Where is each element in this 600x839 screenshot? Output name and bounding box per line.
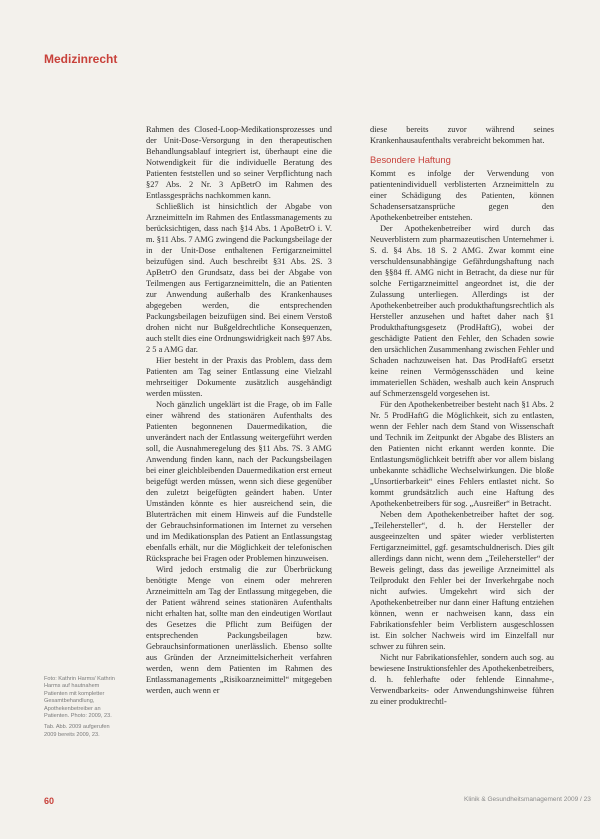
- body-paragraph: Noch gänzlich ungeklärt ist die Frage, ob im Falle einer während des stationären Aufenthalts des Patienten begonnenen Dauermedikation, die unverändert nach der Entlassung weitergeführt werden soll, die Ausnahmeregelung des §11 Abs. 7S. 3 AMG Anwendung finden kann, nach der Packungsbeilagen bei einer gleichbleibenden Dauermedikation erst erneut beigefügt werden müssen, wenn sich diese gegenüber den zuletzt beigefügten geändert haben. Unter Umständen könnte es hier ausreichend sein, die Bluterträchen mit einem Hinweis auf die Fundstelle der Gebrauchsinformationen im Internet zu versehen und im Medikationsplan des Patient an Entlassungstag ebenfalls erhält, nur die Möglichkeit der telefonischen Rücksprache bei Fragen oder Problemen hinzuweisen.: [146, 400, 332, 563]
- body-paragraph: Hier besteht in der Praxis das Problem, dass dem Patienten am Tag seiner Entlassung eine Vielzahl mehrseitiger Dokumente zusätzlich ausgehändigt werden müssten.: [146, 356, 332, 398]
- footnote: Tab. Abb. 2009 aufgerufen 2009 bereits 2009, 23.: [44, 724, 110, 738]
- body-paragraph: Neben dem Apothekenbetreiber haftet der sog. „Teilehersteller“, d. h. der Hersteller der ausgeeinzelten und später wieder verblisterten Fertigarzneimittel, ggf. gesamtschuldnerisch. Dies gilt allerdings dann nicht, wenn dem „Teilehersteller“ der Beweis gelingt, dass das jeweilige Arzneimittel als Teilprodukt den Fehler bei der Inverkehrgabe noch nicht aufwies. Umgekehrt wird sich der Apothekenbetreiber nur dann einer Haftung entziehen können, wenn er nachweisen kann, dass ein Fabrikationsfehler beim Verblistern ausgeschlossen ist. Ein solcher Nachweis wird im Einzelfall nur schwer zu führen sein.: [370, 510, 554, 651]
- body-paragraph: Nicht nur Fabrikationsfehler, sondern auch sog. au bewiesene Instruktionsfehler des Apothekenbetreibers, d. h. fehlerhafte oder fehlende Einnahme-, Verwendbarkeits- oder Anwendungshinweise führen zu einer produktrechtl-: [370, 653, 554, 706]
- footnote: Foto: Kathrin Harms/ Kathrin Harms auf hautnahem Patienten mit kompletter Gesamtbehandlung, Apothekenbetreiber an Patienten. Photo: 2009, 23.: [44, 676, 115, 720]
- section-heading: Besondere Haftung: [370, 154, 451, 165]
- body-paragraph: Rahmen des Closed-Loop-Medikationsprozesses und der Unit-Dose-Versorgung in den therapeutischen Behandlungsablauf integriert ist, überhaupt eine die Notwendigkeit für die individuelle Beratung des Patienten feststellen und so seiner Verpflichtung nach §27 Abs. 2 Nr. 3 ApBetrO im Rahmen des Entlassgesprächs nachkommen kann.: [146, 125, 332, 200]
- body-paragraph: Kommt es infolge der Verwendung von patientenindividuell verblisterten Arzneimitteln zu einer Schädigung des Patienten, können Schadensersatzansprüche gegen den Apothekenbetreiber entstehen.: [370, 169, 554, 222]
- section-label: Medizinrecht: [44, 52, 118, 66]
- left-column: [146, 124, 332, 696]
- body-paragraph: Der Apothekenbetreiber wird durch das Neuverblistern zum pharmazeutischen Unternehmer i. S. d. §4 Abs. 18 S. 2 AMG. Zwar kommt eine verschuldensunabhängige Gefährdungshaftung nach den §§84 ff. AMG nicht in Betracht, da diese nur für solche Fertigarzneimittel angeordnet ist, die der Zulassung unterliegen. Allerdings ist der Apothekenbetreiber auch produkthaftungsrechtlich als Hersteller anzusehen und haftet daher nach §1 Produkthaftungsgesetz (ProdHaftG), wobei der geschädigte Patient den Fehler, den Schaden sowie den ursächlichen Zusammenhang zwischen Fehler und Schaden nachzuweisen hat. Das ProdHaftG ersetzt keine reinen Vermögensschäden und keine immateriellen Schäden, weshalb auch kein Anspruch auf Schmerzensgeld vorgesehen ist.: [370, 224, 554, 398]
- body-paragraph: Schließlich ist hinsichtlich der Abgabe von Arzneimitteln im Rahmen des Entlassmanagements zu berücksichtigen, dass nach §14 Abs. 1 ApoBetrO i. V. m. §11 Abs. 7 AMG zwingend die Packungsbeilage der in der Unit-Dose enthaltenen Fertigarzneimittel beizufügen sind. Auch beschreibt §31 Abs. 2S. 3 ApBetrO den Grundsatz, dass bei der Abgabe von Teilmengen aus Fertigarzneimitteln, die an Patienten zur Anwendung außerhalb des Krankenhauses abgegeben werden, die entsprechenden Packungsbeilagen beizufügen sind. Bei einem Verstoß drohen nicht nur Bußgeldrechtliche Konsequenzen, auch stellt dies eine Ordnungswidrigkeit nach §97 Abs. 2 5 a AMG dar.: [146, 202, 332, 354]
- page-number: 60: [44, 796, 55, 806]
- publication-reference: Klinik & Gesundheitsmanagement 2009 / 23: [464, 796, 591, 803]
- body-paragraph: Wird jedoch erstmalig die zur Überbrückung benötigte Menge von einem oder mehreren Arzneimitteln am Tag der Entlassung mitgegeben, die der Patient während seines stationären Aufenthalts nicht erhalten hat, sollte man den eindeutigen Wortlaut des Gesetzes die Pflicht zum Beifügen der entsprechenden Packungsbeilagen bzw. Gebrauchsinformationen unerlässlich. Ebenso sollte aus Gründen der Arzneimittelsicherheit verfahren werden, wenn dem Patienten im Rahmen des Entlassmanagements „Risikoarzneimittel“ mitgegeben werden, auch wenn er: [146, 565, 332, 695]
- right-column: [370, 124, 554, 707]
- footnotes: [44, 676, 116, 743]
- body-paragraph: Für den Apothekenbetreiber besteht nach §1 Abs. 2 Nr. 5 ProdHaftG die Möglichkeit, sich zu entlasten, wenn der Fehler nach dem Stand von Wissenschaft und Technik im Zeitpunkt der Abgabe des Blisters an den Patienten nicht erkannt werden konnte. Die Entlastungsmöglichkeit betrifft aber vor allem bislang unbekannte schädliche Wechselwirkungen. Die bloße „Unsortierbarkeit“ eines Fehlers entlastet nicht. So kommt grundsätzlich auch eine Haftung des Apothekenbetreibers für sog. „Ausreißer“ in Betracht.: [370, 400, 554, 508]
- body-paragraph: diese bereits zuvor während seines Krankenhausaufenthalts verabreicht bekommen hat.: [370, 125, 554, 145]
